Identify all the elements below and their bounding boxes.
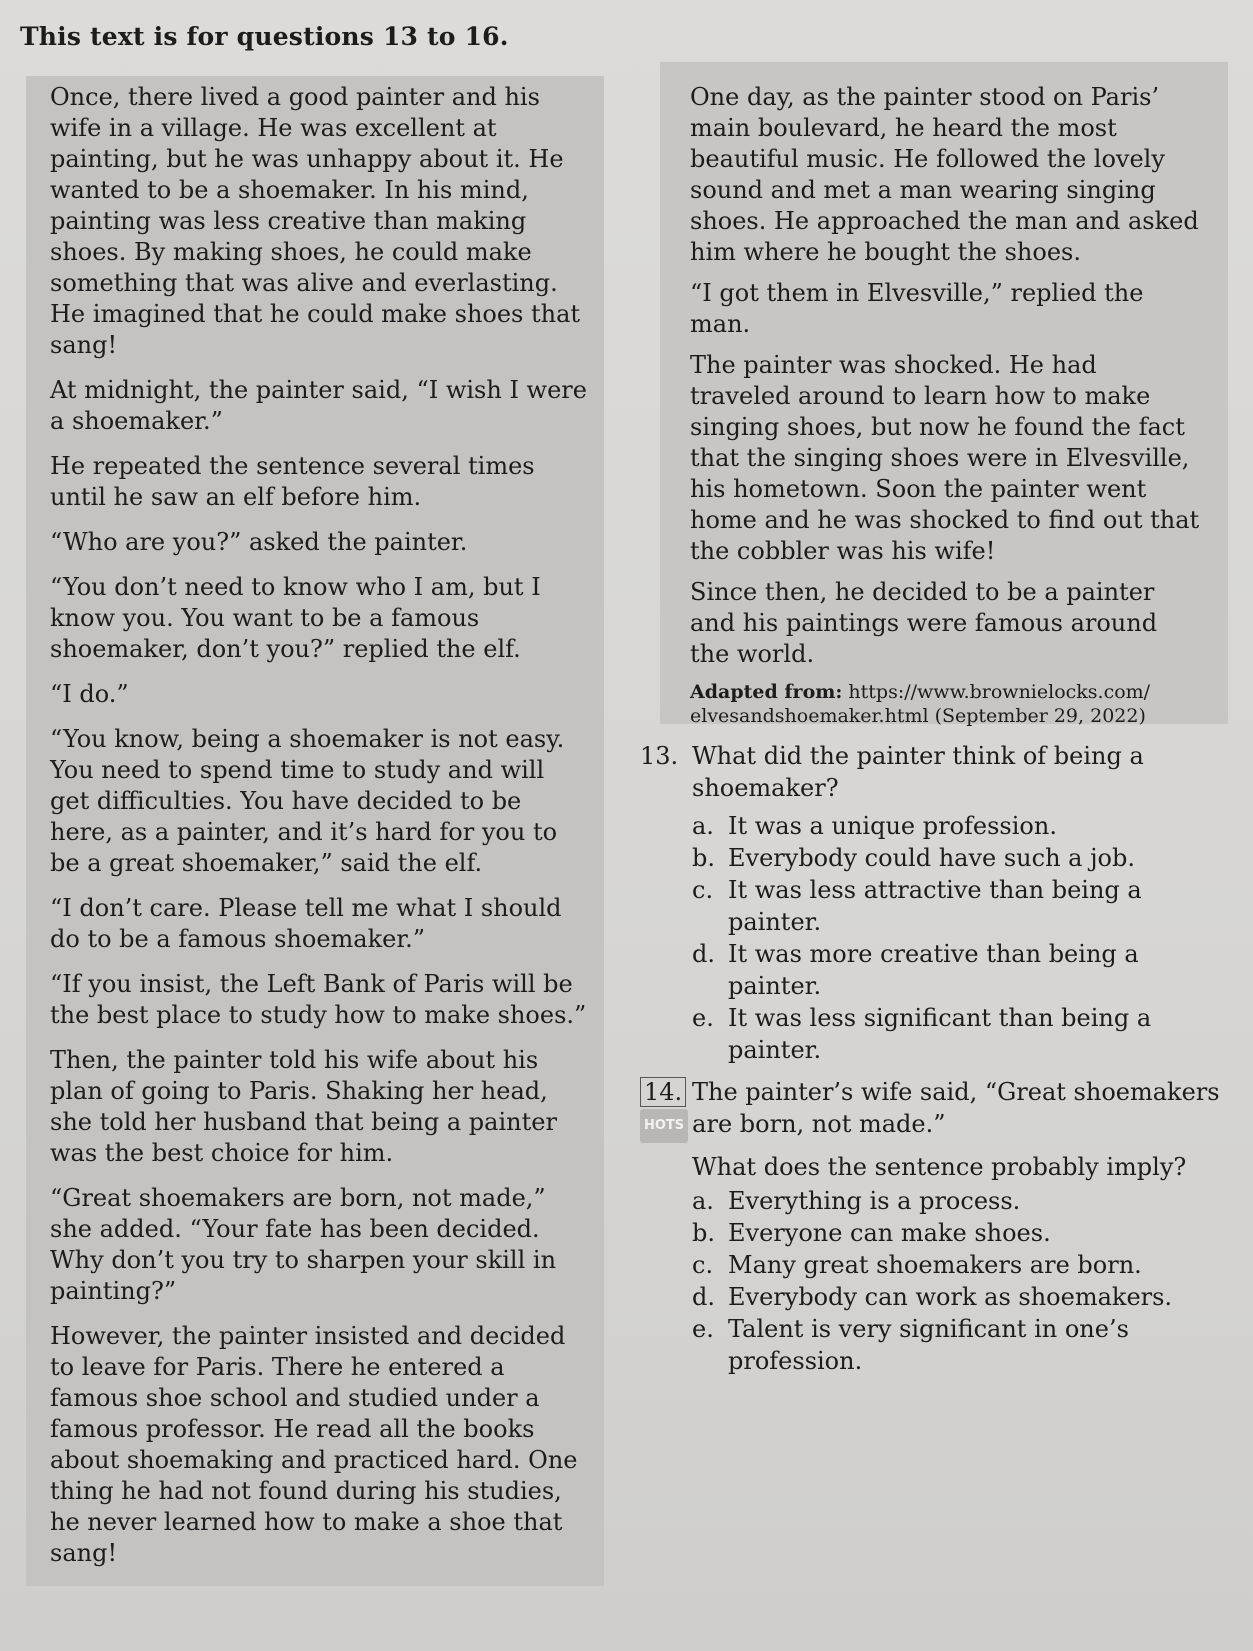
option-c bbox=[692, 1249, 1230, 1281]
question-prompt: What does the sentence probably imply? bbox=[692, 1152, 1187, 1181]
paragraph: “Who are you?” asked the painter. bbox=[50, 528, 468, 556]
question-text-line-2 bbox=[640, 1108, 1230, 1143]
paragraph: One day, as the painter stood on Paris’ main boulevard, he heard the most beautiful music. He followed the lovely sound and met a man wearing singing shoes. He approached the man and asked him where he bought the shoes. bbox=[690, 83, 1199, 266]
option-e bbox=[692, 1002, 1230, 1066]
option-b bbox=[692, 1217, 1230, 1249]
question-14-options bbox=[692, 1185, 1230, 1377]
paragraph: At midnight, the painter said, “I wish I were a shoemaker.” bbox=[50, 376, 587, 435]
question-13 bbox=[640, 740, 1230, 804]
option-letter: d. bbox=[692, 940, 715, 968]
paragraph: Then, the painter told his wife about his plan of going to Paris. Shaking her head, she told her husband that being a painter was the best choice for him. bbox=[50, 1046, 557, 1167]
option-letter: a. bbox=[692, 812, 714, 840]
source-citation bbox=[690, 680, 1202, 728]
paragraph: However, the painter insisted and decided to leave for Paris. There he entered a famous shoe school and studied under a famous professor. He read all the books about shoemaking and practiced hard. One thing he had not found during his studies, he never learned how to make a shoe that sang! bbox=[50, 1322, 578, 1567]
option-text: It was less significant than being a painter. bbox=[728, 1004, 1152, 1064]
option-text: Everybody can work as shoemakers. bbox=[728, 1282, 1173, 1311]
option-text: Everyone can make shoes. bbox=[728, 1218, 1051, 1247]
question-text: What did the painter think of being a shoemaker? bbox=[692, 742, 1144, 802]
option-letter: b. bbox=[692, 844, 715, 872]
option-text: Talent is very significant in one’s profession. bbox=[728, 1314, 1129, 1375]
paragraph: Once, there lived a good painter and his wife in a village. He was excellent at painting, but he was unhappy about it. He wanted to be a shoemaker. In his mind, painting was less creative than making shoes. By making shoes, he could make something that was alive and everlasting. He imagined that he could make shoes that sang! bbox=[50, 83, 581, 359]
source-label: Adapted from: bbox=[690, 681, 843, 703]
paragraph: “You know, being a shoemaker is not easy. You need to spend time to study and will get difficulties. You have decided to be here, as a painter, and it’s hard for you to be a great shoemaker,” said the elf. bbox=[50, 725, 565, 877]
hots-badge: HOTS bbox=[640, 1109, 688, 1143]
option-text: It was less attractive than being a painter. bbox=[728, 876, 1142, 936]
option-letter: c. bbox=[692, 1250, 714, 1279]
option-b bbox=[692, 842, 1230, 874]
option-c bbox=[692, 874, 1230, 938]
option-text: It was a unique profession. bbox=[728, 812, 1057, 840]
section-header: This text is for questions 13 to 16. bbox=[20, 22, 509, 51]
paragraph: “If you insist, the Left Bank of Paris will be the best place to study how to make shoes.” bbox=[50, 970, 587, 1029]
question-text-line: The painter’s wife said, “Great shoemakers bbox=[692, 1078, 1220, 1106]
question-text-line: are born, not made.” bbox=[692, 1110, 946, 1138]
story-left-column bbox=[50, 82, 590, 1583]
option-letter: b. bbox=[692, 1218, 715, 1247]
option-letter: c. bbox=[692, 876, 714, 904]
paragraph: The painter was shocked. He had traveled around to learn how to make singing shoes, but now he found the fact that the singing shoes were in Elvesville, his hometown. Soon the painter went home and he was shocked to find out that the cobbler was his wife! bbox=[690, 351, 1200, 565]
option-a bbox=[692, 1185, 1230, 1217]
option-text: Many great shoemakers are born. bbox=[728, 1250, 1142, 1279]
option-text: Everybody could have such a job. bbox=[728, 844, 1135, 872]
question-13-options bbox=[692, 810, 1230, 1066]
question-number-text: 14. bbox=[640, 1077, 686, 1107]
paragraph: He repeated the sentence several times until he saw an elf before him. bbox=[50, 452, 535, 511]
option-e bbox=[692, 1313, 1230, 1377]
option-a bbox=[692, 810, 1230, 842]
option-letter: e. bbox=[692, 1004, 714, 1032]
paragraph: “You don’t need to know who I am, but I know you. You want to be a famous shoemaker, don’t you?” replied the elf. bbox=[50, 573, 541, 663]
question-14 bbox=[640, 1076, 1230, 1143]
paragraph: “I do.” bbox=[50, 680, 129, 708]
option-letter: d. bbox=[692, 1282, 715, 1311]
paragraph: Since then, he decided to be a painter and his paintings were famous around the world. bbox=[690, 578, 1158, 668]
paragraph: “I got them in Elvesville,” replied the man. bbox=[690, 279, 1144, 338]
questions-section bbox=[640, 740, 1230, 1387]
option-text: Everything is a process. bbox=[728, 1186, 1021, 1215]
option-letter: e. bbox=[692, 1314, 714, 1343]
paragraph: “I don’t care. Please tell me what I should do to be a famous shoemaker.” bbox=[50, 894, 562, 953]
question-number: 13. bbox=[640, 742, 679, 770]
paragraph: “Great shoemakers are born, not made,” she added. “Your fate has been decided. Why don’t you try to sharpen your skill in painting?” bbox=[50, 1184, 557, 1305]
option-letter: a. bbox=[692, 1186, 714, 1215]
option-d bbox=[692, 938, 1230, 1002]
story-right-column bbox=[690, 82, 1202, 728]
option-text: It was more creative than being a painter. bbox=[728, 940, 1139, 1000]
option-d bbox=[692, 1281, 1230, 1313]
source-text: https://www.brownielocks.com/ elvesandshoemaker.html (September 29, 2022) bbox=[690, 681, 1151, 727]
